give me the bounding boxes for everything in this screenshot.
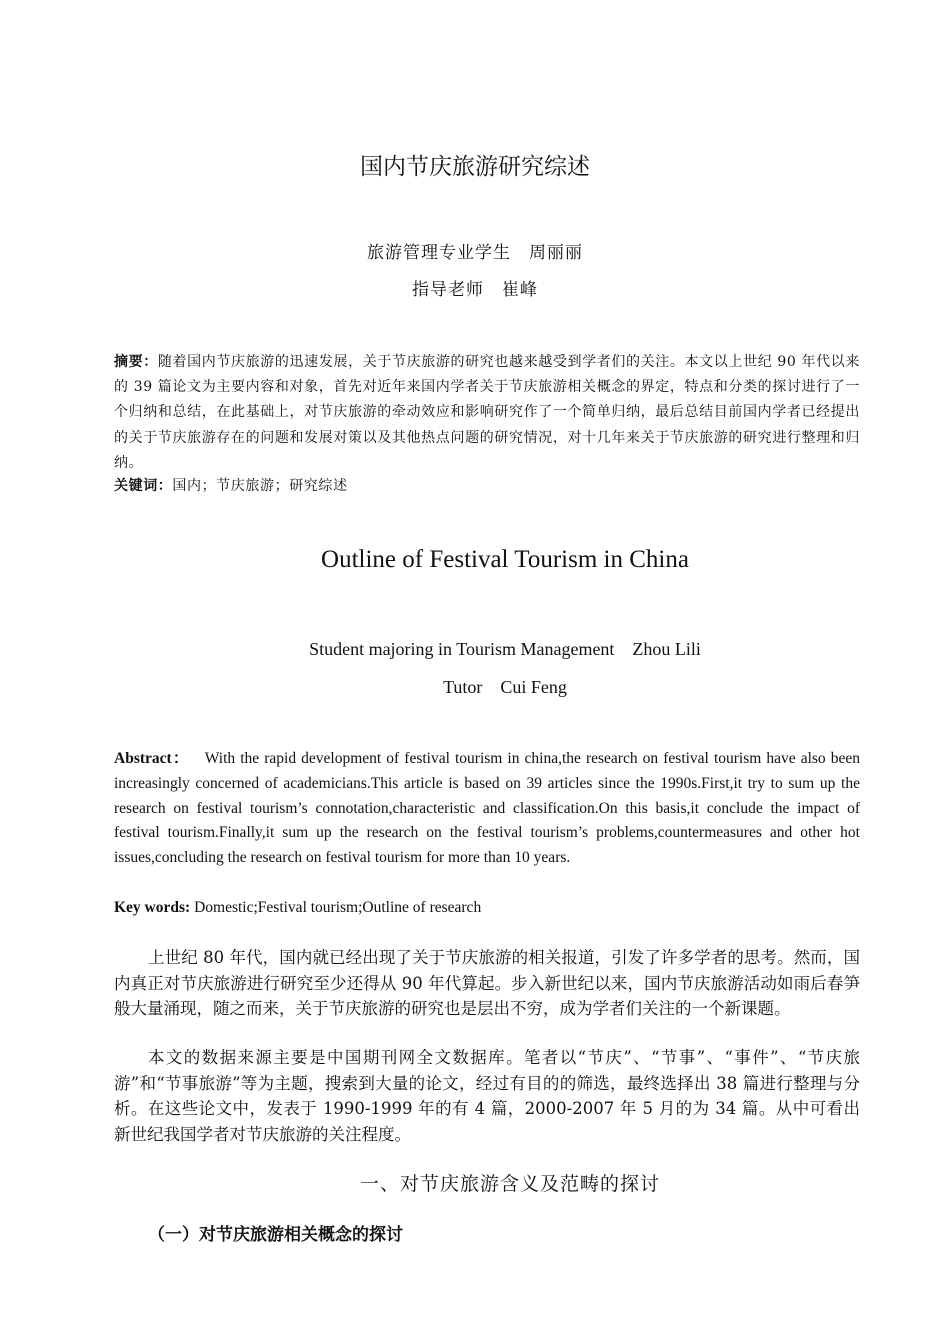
keywords-chinese-label: 关键词： [114,478,173,494]
subsection-heading: （一）对节庆旅游相关概念的探讨 [148,1225,403,1245]
title-chinese: 国内节庆旅游研究综述 [360,154,590,180]
tutor-english: Tutor Cui Feng [443,677,567,697]
keywords-english-label: Key words: [114,899,191,916]
abstract-english [114,747,860,871]
abstract-chinese-text: 随着国内节庆旅游的迅速发展，关于节庆旅游的研究也越来越受到学者们的关注。本文以上世纪 90 年代以来的 39 篇论文为主要内容和对象，首先对近年来国内学者关于节庆旅游相关概念的界定，特点和分类的探讨进行了一个归纳和总结，在此基础上，对节庆旅游的牵动效应和影响研究作了一个简单归纳，最后总结目前国内学者已经提出的关于节庆旅游存在的问题和发展对策以及其他热点问题的研究情况，对十几年来关于节庆旅游的研究进行整理和归纳。 [114,354,860,471]
abstract-english-label: Abstract： [114,750,190,767]
body-paragraph: 本文的数据来源主要是中国期刊网全文数据库。笔者以“节庆”、“节事”、“事件”、“节庆旅游”和“节事旅游”等为主题，搜索到大量的论文，经过有目的的筛选，最终选择出 38 篇进行整理与分析。在这些论文中，发表于 1990-1999 年的有 4 篇，2000-2007 年 5 月的为 34 篇。从中可看出新世纪我国学者对节庆旅游的关注程度。 [114,1048,860,1144]
keywords-chinese-text: 国内；节庆旅游；研究综述 [172,478,348,494]
title-english: Outline of Festival Tourism in China [321,546,689,573]
abstract-chinese-label: 摘要： [114,354,158,370]
abstract-english-text: With the rapid development of festival tourism in china,the research on festival tourism have also been increasingly concerned of academicians.This article is based on 39 articles since the 1990s.First,it try to sum up the research on festival tourism’s connotation,characteristic and classification.On this basis,it conclude the impact of festival tourism.Finally,it sum up the research on the festival tourism’s problems,countermeasures and other hot issues,concluding the research on festival tourism for more than 10 years. [114,750,861,867]
tutor-chinese: 指导老师 崔峰 [412,280,538,300]
section-heading: 一、对节庆旅游含义及范畴的探讨 [359,1173,660,1195]
abstract-chinese [114,350,860,476]
keywords-english [114,897,860,919]
body-paragraph: 上世纪 80 年代，国内就已经出现了关于节庆旅游的相关报道，引发了许多学者的思考。然而，国内真正对节庆旅游进行研究至少还得从 90 年代算起。步入新世纪以来，国内节庆旅游活动如雨后春笋般大量涌现，随之而来，关于节庆旅游的研究也是层出不穷，成为学者们关注的一个新课题。 [114,948,860,1019]
keywords-english-text: Domestic;Festival tourism;Outline of research [194,899,482,916]
author-chinese: 旅游管理专业学生 周丽丽 [367,243,583,263]
author-english: Student majoring in Tourism Management Zhou Lili [309,639,701,659]
keywords-chinese [114,475,860,497]
